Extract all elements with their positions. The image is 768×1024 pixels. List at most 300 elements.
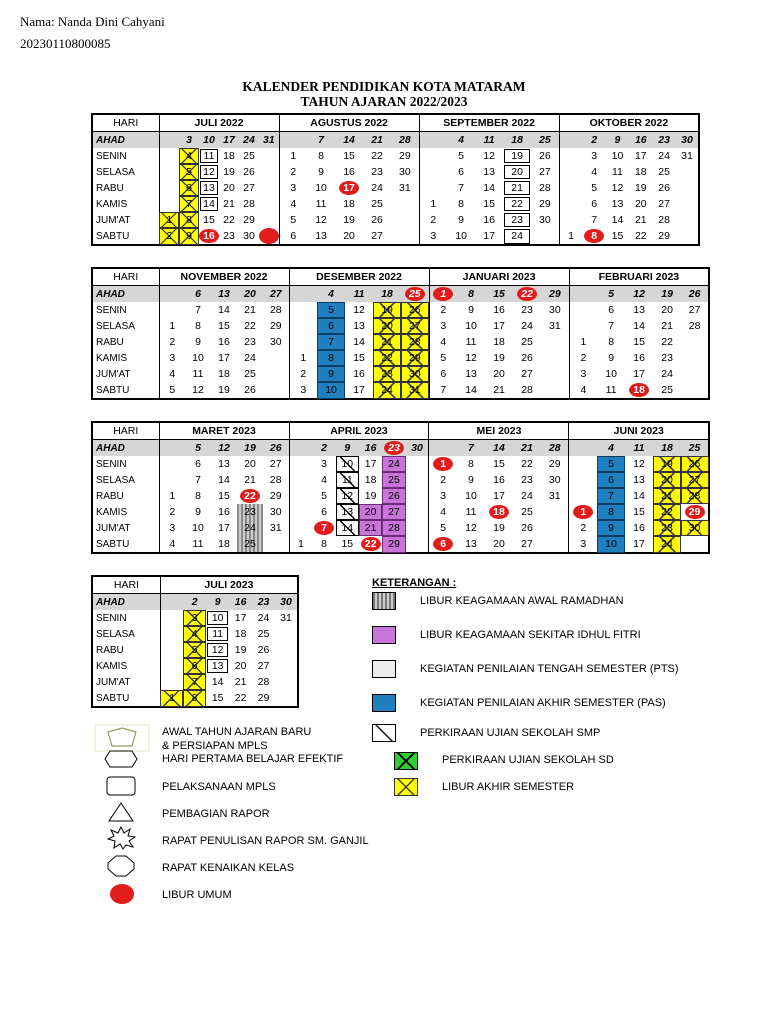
date-cell: 2 bbox=[569, 350, 597, 366]
date-cell bbox=[569, 456, 597, 472]
holiday-dot: 22 bbox=[240, 489, 260, 503]
date-cell: 27 bbox=[257, 660, 270, 672]
date-cell: 30 bbox=[676, 132, 699, 149]
date-cell bbox=[676, 180, 699, 196]
date-cell bbox=[559, 132, 582, 149]
date-cell bbox=[335, 180, 363, 196]
date-cell: 5 bbox=[159, 382, 185, 399]
day-label: SENIN bbox=[92, 302, 159, 318]
date-cell: 20 bbox=[237, 286, 263, 303]
date-cell: 9 bbox=[468, 304, 474, 316]
date-cell: 6 bbox=[458, 166, 465, 178]
date-cell bbox=[569, 504, 597, 520]
date-cell: 3 bbox=[159, 520, 185, 536]
date-cell: 17 bbox=[364, 458, 377, 470]
date-cell: 9 bbox=[458, 214, 465, 226]
date-cell: 23 bbox=[653, 520, 681, 536]
day-label: RABU bbox=[92, 180, 159, 196]
date-cell: 3 bbox=[591, 150, 598, 162]
date-cell: 21 bbox=[493, 384, 505, 396]
date-cell: 11 bbox=[192, 368, 204, 380]
date-cell: 2 bbox=[183, 594, 206, 611]
date-cell: 4 bbox=[597, 440, 625, 457]
date-cell: 29 bbox=[548, 458, 561, 470]
date-cell: 24 bbox=[237, 520, 263, 536]
date-cell: 13 bbox=[611, 198, 624, 210]
date-cell: 23 bbox=[661, 352, 673, 364]
date-cell: 29 bbox=[658, 230, 670, 242]
date-cell: 20 bbox=[359, 504, 382, 520]
date-cell: 3 bbox=[569, 536, 597, 553]
date-cell: 28 bbox=[382, 520, 405, 536]
date-cell: 19 bbox=[653, 286, 681, 303]
date-cell: 7 bbox=[195, 474, 201, 486]
date-cell: 28 bbox=[401, 334, 429, 350]
legend-swatch-ramadhan bbox=[372, 592, 396, 610]
date-cell: 23 bbox=[237, 504, 263, 520]
date-cell: 7 bbox=[317, 334, 345, 350]
date-cell: 27 bbox=[401, 318, 429, 334]
date-cell: 13 bbox=[218, 458, 230, 470]
month-header: JUNI 2023 bbox=[569, 422, 709, 440]
date-cell: 31 bbox=[398, 182, 411, 194]
date-cell: 12 bbox=[625, 286, 653, 303]
date-cell bbox=[289, 504, 312, 520]
date-cell: 9 bbox=[195, 336, 201, 348]
date-cell: 18 bbox=[343, 198, 355, 210]
date-cell bbox=[160, 642, 183, 658]
date-cell: 19 bbox=[237, 440, 263, 457]
date-cell: 26 bbox=[243, 166, 255, 178]
date-cell: 30 bbox=[401, 366, 429, 382]
date-cell: 22 bbox=[653, 504, 681, 520]
date-cell bbox=[429, 536, 457, 553]
symbol-hari-pertama: HARI PERTAMA BELAJAR EFEKTIF bbox=[162, 753, 344, 765]
date-cell: 7 bbox=[307, 132, 335, 149]
calendar-block bbox=[91, 113, 700, 246]
date-cell: 15 bbox=[211, 692, 224, 704]
date-cell bbox=[419, 164, 447, 180]
legend-title: KETERANGAN : bbox=[372, 577, 457, 589]
date-cell: 19 bbox=[223, 166, 235, 178]
date-cell: 1 bbox=[419, 196, 447, 212]
date-cell: 9 bbox=[318, 166, 324, 178]
date-cell: 3 bbox=[179, 132, 199, 149]
date-cell: 21 bbox=[363, 132, 391, 149]
date-cell bbox=[275, 690, 298, 707]
date-cell bbox=[259, 212, 279, 228]
date-cell: 24 bbox=[382, 456, 405, 472]
date-cell: 5 bbox=[429, 350, 457, 366]
date-cell: 7 bbox=[183, 674, 206, 690]
date-cell bbox=[681, 334, 709, 350]
date-cell bbox=[406, 504, 429, 520]
date-cell: 31 bbox=[259, 132, 279, 149]
date-cell: 23 bbox=[252, 594, 275, 611]
date-cell: 22 bbox=[661, 336, 673, 348]
date-cell: 19 bbox=[634, 182, 647, 194]
date-cell: 19 bbox=[234, 644, 247, 656]
date-cell: 14 bbox=[611, 214, 624, 226]
date-cell: 28 bbox=[658, 214, 670, 226]
date-cell: 8 bbox=[468, 458, 474, 470]
date-cell: 25 bbox=[681, 440, 709, 457]
hari-header: HARI bbox=[92, 268, 159, 286]
date-cell: 28 bbox=[688, 320, 701, 332]
date-cell: 10 bbox=[611, 150, 624, 162]
date-cell: 6 bbox=[429, 366, 457, 382]
date-cell: 20 bbox=[634, 198, 647, 210]
date-cell: 7 bbox=[608, 320, 615, 332]
date-cell: 21 bbox=[503, 180, 531, 196]
date-cell: 12 bbox=[206, 642, 229, 658]
date-cell: 13 bbox=[199, 180, 219, 196]
date-cell: 9 bbox=[179, 228, 199, 245]
date-cell: 13 bbox=[465, 368, 477, 380]
date-cell: 27 bbox=[658, 198, 670, 210]
date-cell bbox=[513, 286, 541, 303]
date-cell bbox=[429, 440, 457, 457]
date-cell: 31 bbox=[280, 612, 292, 624]
date-cell: 4 bbox=[317, 286, 345, 303]
date-cell bbox=[582, 228, 605, 245]
date-cell: 2 bbox=[289, 366, 317, 382]
date-cell bbox=[419, 132, 447, 149]
date-cell: 27 bbox=[539, 166, 551, 178]
date-cell bbox=[159, 440, 185, 457]
calendar-block bbox=[91, 575, 299, 708]
date-cell: 20 bbox=[653, 472, 681, 488]
date-cell bbox=[681, 350, 709, 366]
legend-idulfitri: LIBUR KEAGAMAAN SEKITAR IDHUL FITRI bbox=[420, 629, 641, 641]
date-cell: 16 bbox=[359, 440, 382, 457]
date-cell: 29 bbox=[382, 536, 405, 553]
legend-swatch-sd bbox=[394, 752, 418, 770]
date-cell: 22 bbox=[503, 196, 531, 212]
legend-pts: KEGIATAN PENILAIAN TENGAH SEMESTER (PTS) bbox=[420, 663, 679, 675]
date-cell: 7 bbox=[195, 304, 201, 316]
date-cell: 19 bbox=[653, 456, 681, 472]
date-cell bbox=[259, 148, 279, 164]
date-cell: 27 bbox=[263, 286, 289, 303]
date-cell: 27 bbox=[371, 230, 383, 242]
date-cell: 3 bbox=[183, 610, 206, 626]
holiday-dot: 22 bbox=[517, 287, 537, 301]
date-cell: 22 bbox=[521, 458, 533, 470]
date-cell: 28 bbox=[269, 304, 282, 316]
date-cell: 1 bbox=[289, 350, 317, 366]
date-cell: 25 bbox=[661, 384, 673, 396]
date-cell: 15 bbox=[218, 490, 230, 502]
date-cell bbox=[259, 180, 279, 196]
date-cell: 17 bbox=[353, 384, 365, 396]
date-cell: 25 bbox=[382, 472, 405, 488]
date-cell: 29 bbox=[401, 350, 429, 366]
holiday-dot: 1 bbox=[433, 287, 453, 301]
date-cell: 28 bbox=[539, 182, 551, 194]
date-cell: 26 bbox=[681, 456, 709, 472]
date-cell: 3 bbox=[429, 488, 457, 504]
date-cell bbox=[382, 440, 405, 457]
date-cell: 16 bbox=[343, 166, 355, 178]
date-cell bbox=[541, 504, 569, 520]
date-cell: 9 bbox=[336, 440, 359, 457]
date-cell bbox=[289, 286, 317, 303]
date-cell: 11 bbox=[465, 506, 477, 518]
date-cell bbox=[559, 148, 582, 164]
legend-libur-semester: LIBUR AKHIR SEMESTER bbox=[442, 781, 575, 793]
date-cell bbox=[429, 456, 457, 472]
day-label: SELASA bbox=[92, 472, 159, 488]
date-cell: 20 bbox=[493, 368, 505, 380]
date-cell: 8 bbox=[458, 198, 465, 210]
date-cell: 25 bbox=[521, 336, 533, 348]
date-cell: 20 bbox=[244, 458, 256, 470]
date-cell: 4 bbox=[179, 148, 199, 164]
legend-sd: PERKIRAAN UJIAN SEKOLAH SD bbox=[442, 754, 614, 766]
date-cell: 3 bbox=[289, 382, 317, 399]
date-cell: 21 bbox=[634, 214, 647, 226]
date-cell bbox=[289, 520, 312, 536]
date-cell bbox=[569, 286, 597, 303]
date-cell bbox=[279, 132, 307, 149]
date-cell: 20 bbox=[234, 660, 247, 672]
date-cell: 4 bbox=[183, 626, 206, 642]
date-cell bbox=[275, 658, 298, 674]
date-cell: 3 bbox=[159, 350, 185, 366]
date-cell: 2 bbox=[159, 504, 185, 520]
date-cell: 23 bbox=[521, 304, 533, 316]
date-cell: 15 bbox=[353, 352, 365, 364]
date-cell bbox=[289, 318, 317, 334]
date-cell: 5 bbox=[183, 642, 206, 658]
hexagon-icon bbox=[104, 750, 138, 768]
date-cell: 8 bbox=[457, 286, 485, 303]
date-cell: 2 bbox=[582, 132, 605, 149]
date-cell: 1 bbox=[289, 536, 312, 553]
date-cell: 3 bbox=[419, 228, 447, 245]
legend-swatch-smp bbox=[372, 724, 396, 742]
date-cell: 22 bbox=[634, 230, 647, 242]
date-cell: 26 bbox=[244, 384, 256, 396]
date-cell: 8 bbox=[608, 336, 615, 348]
date-cell: 18 bbox=[634, 166, 647, 178]
date-cell bbox=[681, 382, 709, 399]
date-cell: 5 bbox=[279, 212, 307, 228]
date-cell bbox=[541, 520, 569, 536]
date-cell bbox=[541, 334, 569, 350]
hari-header: HARI bbox=[92, 422, 159, 440]
date-cell: 20 bbox=[493, 538, 505, 550]
date-cell: 27 bbox=[688, 304, 701, 316]
date-cell: 5 bbox=[321, 490, 327, 502]
date-cell: 15 bbox=[485, 286, 513, 303]
day-label: RABU bbox=[92, 488, 159, 504]
date-cell: 13 bbox=[336, 504, 359, 520]
date-cell: 13 bbox=[465, 538, 477, 550]
month-header: JULI 2022 bbox=[159, 114, 279, 132]
date-cell: 10 bbox=[597, 536, 625, 553]
date-cell: 19 bbox=[364, 490, 377, 502]
date-cell: 25 bbox=[237, 536, 263, 553]
date-cell: 13 bbox=[211, 286, 237, 303]
date-cell: 23 bbox=[373, 366, 401, 382]
date-cell: 10 bbox=[317, 382, 345, 399]
date-cell: 15 bbox=[611, 230, 624, 242]
date-cell: 19 bbox=[503, 148, 531, 164]
date-cell bbox=[676, 196, 699, 212]
day-label: AHAD bbox=[92, 286, 159, 303]
date-cell: 2 bbox=[312, 440, 335, 457]
date-cell: 16 bbox=[633, 522, 645, 534]
date-cell: 11 bbox=[465, 336, 477, 348]
date-cell: 30 bbox=[269, 506, 282, 518]
date-cell: 12 bbox=[611, 182, 624, 194]
day-label: SABTU bbox=[92, 690, 160, 707]
month-header: NOVEMBER 2022 bbox=[159, 268, 289, 286]
date-cell: 2 bbox=[429, 302, 457, 318]
date-cell bbox=[159, 472, 185, 488]
date-cell: 16 bbox=[229, 594, 252, 611]
date-cell: 12 bbox=[633, 458, 645, 470]
date-cell: 30 bbox=[681, 520, 709, 536]
symbol-persiapan: & PERSIAPAN MPLS bbox=[162, 740, 268, 752]
day-label: JUM'AT bbox=[92, 520, 159, 536]
date-cell: 30 bbox=[406, 440, 429, 457]
month-header: OKTOBER 2022 bbox=[559, 114, 699, 132]
day-label: KAMIS bbox=[92, 350, 159, 366]
date-cell bbox=[541, 536, 569, 553]
date-cell: 10 bbox=[465, 320, 477, 332]
date-cell: 16 bbox=[483, 214, 495, 226]
date-cell: 29 bbox=[539, 198, 551, 210]
day-label: RABU bbox=[92, 642, 160, 658]
date-cell: 12 bbox=[353, 304, 365, 316]
date-cell: 26 bbox=[681, 286, 709, 303]
date-cell: 30 bbox=[539, 214, 551, 226]
date-cell bbox=[625, 382, 653, 399]
date-cell: 19 bbox=[373, 302, 401, 318]
date-cell bbox=[676, 228, 699, 245]
date-cell: 29 bbox=[257, 692, 270, 704]
date-cell: 26 bbox=[521, 352, 533, 364]
date-cell bbox=[159, 286, 185, 303]
date-cell: 19 bbox=[493, 522, 505, 534]
day-label: SELASA bbox=[92, 318, 159, 334]
date-cell: 21 bbox=[223, 198, 235, 210]
date-cell: 25 bbox=[244, 368, 256, 380]
day-label: SABTU bbox=[92, 536, 159, 553]
date-cell: 2 bbox=[279, 164, 307, 180]
date-cell bbox=[569, 488, 597, 504]
date-cell: 25 bbox=[521, 506, 533, 518]
date-cell: 8 bbox=[317, 350, 345, 366]
octagon-icon bbox=[106, 854, 136, 878]
date-cell bbox=[199, 228, 219, 245]
date-cell: 25 bbox=[257, 628, 270, 640]
date-cell: 17 bbox=[493, 320, 505, 332]
date-cell: 17 bbox=[218, 522, 230, 534]
month-header: APRIL 2023 bbox=[289, 422, 429, 440]
date-cell: 27 bbox=[521, 538, 533, 550]
date-cell: 18 bbox=[493, 336, 505, 348]
date-cell: 23 bbox=[652, 132, 675, 149]
date-cell: 22 bbox=[234, 692, 247, 704]
date-cell: 5 bbox=[185, 440, 211, 457]
legend-smp: PERKIRAAN UJIAN SEKOLAH SMP bbox=[420, 727, 601, 739]
month-header: JANUARI 2023 bbox=[429, 268, 569, 286]
date-cell: 23 bbox=[223, 230, 235, 242]
date-cell: 26 bbox=[658, 182, 670, 194]
date-cell: 31 bbox=[269, 522, 282, 534]
day-label: KAMIS bbox=[92, 658, 160, 674]
date-cell: 5 bbox=[597, 456, 625, 472]
date-cell: 13 bbox=[206, 658, 229, 674]
date-cell: 11 bbox=[605, 384, 617, 396]
date-cell: 17 bbox=[633, 538, 645, 550]
holiday-dot: 1 bbox=[573, 505, 593, 519]
date-cell: 5 bbox=[591, 182, 598, 194]
date-cell bbox=[160, 594, 183, 611]
holiday-dot: 25 bbox=[405, 287, 425, 301]
date-cell bbox=[559, 164, 582, 180]
date-cell: 18 bbox=[218, 538, 230, 550]
red-dot-icon bbox=[108, 882, 136, 906]
date-cell: 31 bbox=[548, 320, 561, 332]
date-cell: 18 bbox=[503, 132, 531, 149]
date-cell: 14 bbox=[335, 132, 363, 149]
holiday-dot: 29 bbox=[685, 505, 705, 519]
day-label: KAMIS bbox=[92, 504, 159, 520]
date-cell bbox=[289, 472, 312, 488]
date-cell: 16 bbox=[629, 132, 652, 149]
date-cell: 12 bbox=[199, 164, 219, 180]
date-cell: 10 bbox=[336, 456, 359, 472]
date-cell bbox=[406, 456, 429, 472]
date-cell: 1 bbox=[559, 228, 582, 245]
date-cell: 25 bbox=[658, 166, 670, 178]
month-header: AGUSTUS 2022 bbox=[279, 114, 419, 132]
date-cell: 16 bbox=[633, 352, 645, 364]
date-cell: 12 bbox=[465, 352, 477, 364]
date-cell: 30 bbox=[398, 166, 411, 178]
date-cell: 29 bbox=[398, 150, 411, 162]
date-cell bbox=[263, 382, 289, 399]
student-name: Nama: Nanda Dini Cahyani bbox=[20, 14, 165, 29]
date-cell: 10 bbox=[605, 368, 617, 380]
holiday-dot: 16 bbox=[199, 229, 219, 243]
date-cell: 17 bbox=[218, 352, 230, 364]
date-cell: 15 bbox=[633, 506, 645, 518]
legend-pas: KEGIATAN PENILAIAN AKHIR SEMESTER (PAS) bbox=[420, 697, 666, 709]
student-id: 20230110800085 bbox=[20, 36, 111, 51]
date-cell: 6 bbox=[591, 198, 598, 210]
date-cell: 10 bbox=[455, 230, 467, 242]
date-cell: 30 bbox=[275, 594, 298, 611]
day-label: JUM'AT bbox=[92, 674, 160, 690]
date-cell bbox=[359, 536, 382, 553]
date-cell: 24 bbox=[521, 490, 533, 502]
date-cell: 26 bbox=[382, 488, 405, 504]
date-cell: 6 bbox=[183, 658, 206, 674]
date-cell: 10 bbox=[192, 522, 204, 534]
date-cell: 11 bbox=[345, 286, 373, 303]
date-cell: 21 bbox=[513, 440, 541, 457]
date-cell: 18 bbox=[223, 150, 235, 162]
calendar-block bbox=[91, 421, 710, 554]
date-cell bbox=[681, 504, 709, 520]
date-cell: 18 bbox=[653, 440, 681, 457]
